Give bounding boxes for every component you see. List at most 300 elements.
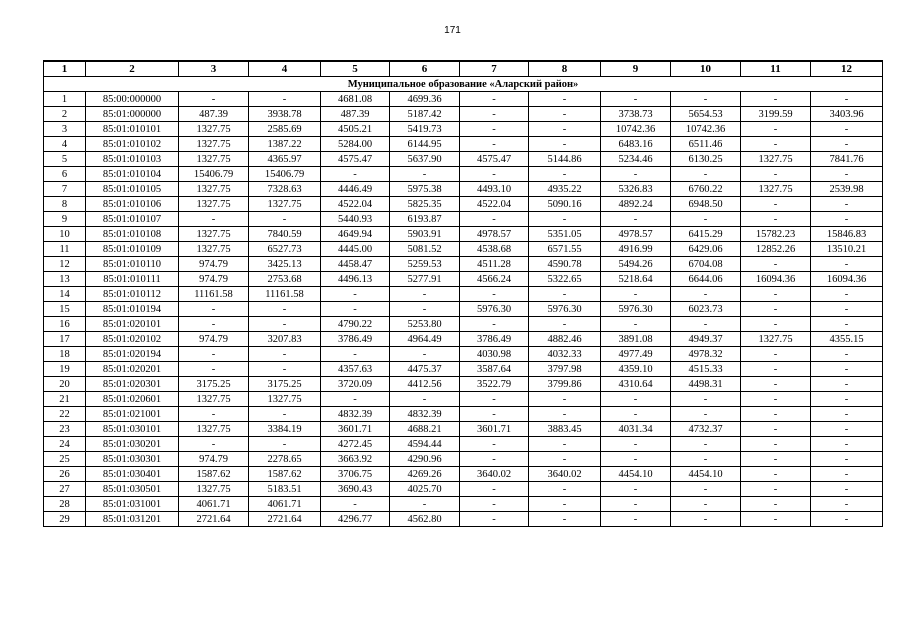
table-row [44, 422, 883, 437]
table-cell: 3601.71 [321, 422, 390, 437]
table-cell: - [741, 347, 811, 362]
table-cell: 24 [44, 437, 86, 452]
table-cell: - [460, 437, 529, 452]
table-cell: 5976.30 [460, 302, 529, 317]
table-cell: - [741, 302, 811, 317]
table-cell: 4269.26 [390, 467, 460, 482]
table-cell: - [249, 92, 321, 107]
table-cell: 17 [44, 332, 86, 347]
table-cell: 5187.42 [390, 107, 460, 122]
table-cell: - [671, 167, 741, 182]
table-cell: - [249, 347, 321, 362]
table-cell: 4359.10 [601, 362, 671, 377]
table-cell: 6193.87 [390, 212, 460, 227]
table-cell: 12 [44, 257, 86, 272]
table-cell: 1327.75 [179, 137, 249, 152]
table-cell: 974.79 [179, 257, 249, 272]
table-cell: - [811, 287, 883, 302]
table-cell: - [811, 362, 883, 377]
table-cell: 6 [44, 167, 86, 182]
table-cell: 5494.26 [601, 257, 671, 272]
table-cell: - [460, 122, 529, 137]
table-header [44, 61, 883, 77]
table-cell: - [811, 497, 883, 512]
table-cell: 5637.90 [390, 152, 460, 167]
table-cell: - [671, 212, 741, 227]
table-cell: 85:01:030201 [86, 437, 179, 452]
table-cell: 1327.75 [249, 197, 321, 212]
column-header-2: 2 [86, 61, 179, 77]
table-cell: - [741, 437, 811, 452]
table-cell: 4566.24 [460, 272, 529, 287]
table-row [44, 497, 883, 512]
table-cell: 3207.83 [249, 332, 321, 347]
table-cell: 1587.62 [249, 467, 321, 482]
table-row [44, 512, 883, 527]
table-cell: 4493.10 [460, 182, 529, 197]
table-cell: 85:01:030301 [86, 452, 179, 467]
table-cell: 4681.08 [321, 92, 390, 107]
table-cell: 6023.73 [671, 302, 741, 317]
table-cell: 85:01:020194 [86, 347, 179, 362]
table-cell: 2585.69 [249, 122, 321, 137]
table-cell: - [321, 347, 390, 362]
table-cell: 7840.59 [249, 227, 321, 242]
table-cell: 3640.02 [529, 467, 601, 482]
table-cell: 487.39 [179, 107, 249, 122]
table-cell: 4505.21 [321, 122, 390, 137]
table-cell: 4522.04 [460, 197, 529, 212]
table-cell: 5976.30 [601, 302, 671, 317]
table-cell: - [741, 497, 811, 512]
table-cell: 5825.35 [390, 197, 460, 212]
table-cell: - [460, 317, 529, 332]
table-cell: 85:01:030501 [86, 482, 179, 497]
table-cell: - [671, 452, 741, 467]
table-cell: 85:00:000000 [86, 92, 179, 107]
table-cell: 18 [44, 347, 86, 362]
table-cell: - [321, 167, 390, 182]
table-cell: 4575.47 [321, 152, 390, 167]
table-cell: - [741, 287, 811, 302]
table-cell: 85:01:010102 [86, 137, 179, 152]
table-cell: 1327.75 [179, 482, 249, 497]
table-cell: 16094.36 [811, 272, 883, 287]
table-cell: - [460, 107, 529, 122]
table-row [44, 437, 883, 452]
table-cell: - [460, 452, 529, 467]
table-cell: 1327.75 [179, 122, 249, 137]
table-cell: - [601, 92, 671, 107]
table-cell: 15 [44, 302, 86, 317]
table-cell: 3587.64 [460, 362, 529, 377]
table-cell: 85:01:031001 [86, 497, 179, 512]
table-cell: 4357.63 [321, 362, 390, 377]
table-cell: - [179, 362, 249, 377]
table-cell: - [811, 212, 883, 227]
column-header-8: 8 [529, 61, 601, 77]
table-cell: 85:01:010107 [86, 212, 179, 227]
table-cell: 4832.39 [390, 407, 460, 422]
table-row [44, 392, 883, 407]
table-cell: 85:01:030401 [86, 467, 179, 482]
table-cell: 25 [44, 452, 86, 467]
column-header-11: 11 [741, 61, 811, 77]
table-cell: - [811, 167, 883, 182]
table-cell: - [460, 137, 529, 152]
table-cell: - [741, 452, 811, 467]
table-cell: 487.39 [321, 107, 390, 122]
table-cell: 85:01:010104 [86, 167, 179, 182]
table-cell: 85:01:020201 [86, 362, 179, 377]
table-cell: 16 [44, 317, 86, 332]
table-cell: 10 [44, 227, 86, 242]
table-row [44, 332, 883, 347]
table-cell: 6130.25 [671, 152, 741, 167]
table-row [44, 467, 883, 482]
table-cell: - [529, 452, 601, 467]
table-cell: - [529, 212, 601, 227]
table-cell: - [460, 392, 529, 407]
table-cell: - [179, 407, 249, 422]
table-cell: - [460, 407, 529, 422]
table-cell: - [179, 437, 249, 452]
table-cell: - [601, 392, 671, 407]
table-cell: 1387.22 [249, 137, 321, 152]
table-cell: 6760.22 [671, 182, 741, 197]
table-cell: 3663.92 [321, 452, 390, 467]
table-cell: 3 [44, 122, 86, 137]
table-row [44, 272, 883, 287]
table-cell: 4964.49 [390, 332, 460, 347]
table-cell: 4977.49 [601, 347, 671, 362]
table-cell: 5440.93 [321, 212, 390, 227]
table-cell: 4030.98 [460, 347, 529, 362]
table-cell: 85:01:020301 [86, 377, 179, 392]
table-cell: - [741, 377, 811, 392]
table-cell: 3799.86 [529, 377, 601, 392]
table-cell: - [529, 497, 601, 512]
table-cell: 3891.08 [601, 332, 671, 347]
table-cell: - [249, 317, 321, 332]
table-cell: - [460, 92, 529, 107]
table-cell: - [741, 167, 811, 182]
table-cell: 1327.75 [741, 182, 811, 197]
table-row [44, 362, 883, 377]
table-cell: - [741, 512, 811, 527]
table-cell: 5351.05 [529, 227, 601, 242]
table-cell: 21 [44, 392, 86, 407]
table-cell: - [671, 437, 741, 452]
table-cell: 6415.29 [671, 227, 741, 242]
table-cell: 1327.75 [179, 182, 249, 197]
table-cell: - [741, 482, 811, 497]
table-cell: 5284.00 [321, 137, 390, 152]
table-cell: 4061.71 [249, 497, 321, 512]
table-cell: 4649.94 [321, 227, 390, 242]
table-cell: 4296.77 [321, 512, 390, 527]
table-cell: 11161.58 [249, 287, 321, 302]
table-row [44, 302, 883, 317]
table-cell: 3690.43 [321, 482, 390, 497]
table-cell: - [390, 302, 460, 317]
table-cell: 1327.75 [741, 152, 811, 167]
table-cell: 13 [44, 272, 86, 287]
table-cell: 3640.02 [460, 467, 529, 482]
table-cell: 5976.30 [529, 302, 601, 317]
table-cell: 3175.25 [249, 377, 321, 392]
table-row [44, 182, 883, 197]
table-cell: 27 [44, 482, 86, 497]
table-row [44, 167, 883, 182]
table-cell: 4446.49 [321, 182, 390, 197]
table-cell: - [601, 497, 671, 512]
column-header-1: 1 [44, 61, 86, 77]
table-cell: - [529, 407, 601, 422]
table-row [44, 482, 883, 497]
table-cell: 13510.21 [811, 242, 883, 257]
table-cell: 6511.46 [671, 137, 741, 152]
table-cell: 4412.56 [390, 377, 460, 392]
table-cell: 23 [44, 422, 86, 437]
table-cell: 1327.75 [179, 392, 249, 407]
table-cell: 3601.71 [460, 422, 529, 437]
table-cell: 4916.99 [601, 242, 671, 257]
table-cell: 4522.04 [321, 197, 390, 212]
table-cell: 7 [44, 182, 86, 197]
table-cell: 4538.68 [460, 242, 529, 257]
table-cell: 15782.23 [741, 227, 811, 242]
table-cell: 85:01:031201 [86, 512, 179, 527]
table-cell: 2539.98 [811, 182, 883, 197]
table-cell: 5218.64 [601, 272, 671, 287]
table-row [44, 377, 883, 392]
column-header-6: 6 [390, 61, 460, 77]
table-cell: - [741, 467, 811, 482]
table-cell: - [741, 137, 811, 152]
table-cell: 2753.68 [249, 272, 321, 287]
table-cell: 4882.46 [529, 332, 601, 347]
table-cell: 974.79 [179, 452, 249, 467]
table-row [44, 152, 883, 167]
table-cell: - [249, 362, 321, 377]
table-cell: 5259.53 [390, 257, 460, 272]
table-cell: 4511.28 [460, 257, 529, 272]
table-cell: - [601, 212, 671, 227]
table-cell: 2 [44, 107, 86, 122]
table-cell: - [741, 212, 811, 227]
table-cell: 3738.73 [601, 107, 671, 122]
table-cell: 6483.16 [601, 137, 671, 152]
table-cell: - [249, 302, 321, 317]
table-cell: 5234.46 [601, 152, 671, 167]
table-cell: 6644.06 [671, 272, 741, 287]
table-row [44, 347, 883, 362]
table-cell: - [460, 212, 529, 227]
table-cell: - [601, 167, 671, 182]
table-cell: 4310.64 [601, 377, 671, 392]
data-table [43, 60, 883, 527]
table-cell: - [390, 347, 460, 362]
table-cell: 5975.38 [390, 182, 460, 197]
table-cell: 4272.45 [321, 437, 390, 452]
table-cell: 4562.80 [390, 512, 460, 527]
table-cell: 85:01:030101 [86, 422, 179, 437]
table-cell: 2721.64 [179, 512, 249, 527]
table-cell: - [529, 92, 601, 107]
table-row [44, 122, 883, 137]
table-cell: - [671, 407, 741, 422]
table-cell: - [529, 392, 601, 407]
table-cell: - [811, 512, 883, 527]
table-cell: 85:01:010101 [86, 122, 179, 137]
table-cell: 4978.32 [671, 347, 741, 362]
table-row [44, 92, 883, 107]
table-cell: - [460, 287, 529, 302]
column-header-10: 10 [671, 61, 741, 77]
table-cell: - [390, 497, 460, 512]
table-cell: - [811, 122, 883, 137]
table-cell: - [390, 287, 460, 302]
table-cell: - [811, 467, 883, 482]
table-cell: 4575.47 [460, 152, 529, 167]
table-cell: - [811, 407, 883, 422]
table-cell: 5253.80 [390, 317, 460, 332]
table-row [44, 287, 883, 302]
table-cell: 29 [44, 512, 86, 527]
table-cell: - [671, 317, 741, 332]
section-row [44, 77, 883, 92]
table-cell: 3522.79 [460, 377, 529, 392]
table-cell: 28 [44, 497, 86, 512]
table-cell: - [811, 347, 883, 362]
table-cell: 85:01:010112 [86, 287, 179, 302]
table-cell: 4498.31 [671, 377, 741, 392]
table-cell: - [811, 452, 883, 467]
table-cell: 4732.37 [671, 422, 741, 437]
table-cell: - [811, 437, 883, 452]
table-cell: 7328.63 [249, 182, 321, 197]
table-cell: - [321, 287, 390, 302]
table-cell: 6571.55 [529, 242, 601, 257]
table-cell: 22 [44, 407, 86, 422]
table-cell: 4832.39 [321, 407, 390, 422]
column-header-5: 5 [321, 61, 390, 77]
table-cell: - [811, 197, 883, 212]
table-cell: 974.79 [179, 272, 249, 287]
table-cell: 5419.73 [390, 122, 460, 137]
table-row [44, 257, 883, 272]
column-header-7: 7 [460, 61, 529, 77]
table-cell: - [460, 482, 529, 497]
table-cell: 3786.49 [460, 332, 529, 347]
table-cell: - [671, 512, 741, 527]
table-cell: - [741, 407, 811, 422]
table-cell: - [529, 512, 601, 527]
table-cell: - [179, 212, 249, 227]
table-cell: - [811, 482, 883, 497]
table-row [44, 242, 883, 257]
table-cell: 85:01:010110 [86, 257, 179, 272]
table-cell: - [321, 302, 390, 317]
column-header-3: 3 [179, 61, 249, 77]
table-cell: - [390, 392, 460, 407]
table-cell: - [811, 92, 883, 107]
table-cell: - [179, 92, 249, 107]
table-cell: - [601, 482, 671, 497]
table-cell: - [529, 287, 601, 302]
table-cell: 4978.57 [601, 227, 671, 242]
table-cell: 5 [44, 152, 86, 167]
table-row [44, 227, 883, 242]
table-cell: 3403.96 [811, 107, 883, 122]
table-cell: 4515.33 [671, 362, 741, 377]
table-cell: 4496.13 [321, 272, 390, 287]
table-cell: 5322.65 [529, 272, 601, 287]
table-cell: - [601, 452, 671, 467]
table-cell: 16094.36 [741, 272, 811, 287]
table-cell: 1327.75 [179, 422, 249, 437]
table-cell: 1587.62 [179, 467, 249, 482]
table-cell: 3786.49 [321, 332, 390, 347]
table-cell: 5903.91 [390, 227, 460, 242]
table-cell: - [811, 317, 883, 332]
table-cell: - [601, 317, 671, 332]
table-cell: - [741, 257, 811, 272]
table-cell: 9 [44, 212, 86, 227]
table-cell: 4688.21 [390, 422, 460, 437]
table-cell: 85:01:010111 [86, 272, 179, 287]
table-cell: 4458.47 [321, 257, 390, 272]
page-number: 171 [444, 25, 461, 36]
table-cell: 3384.19 [249, 422, 321, 437]
table-cell: 5081.52 [390, 242, 460, 257]
table-cell: - [601, 437, 671, 452]
table-cell: 4025.70 [390, 482, 460, 497]
table-row [44, 137, 883, 152]
table-cell: 4699.36 [390, 92, 460, 107]
table-cell: 26 [44, 467, 86, 482]
table-cell: - [390, 167, 460, 182]
table-row [44, 212, 883, 227]
table-cell: 19 [44, 362, 86, 377]
table-row [44, 197, 883, 212]
table-cell: 3175.25 [179, 377, 249, 392]
table-row [44, 107, 883, 122]
table-cell: - [811, 302, 883, 317]
table-cell: 4892.24 [601, 197, 671, 212]
table-cell: 15406.79 [249, 167, 321, 182]
table-cell: - [741, 122, 811, 137]
table-cell: 14 [44, 287, 86, 302]
table-cell: - [179, 317, 249, 332]
table-cell: 85:01:020101 [86, 317, 179, 332]
table-cell: 4290.96 [390, 452, 460, 467]
table-cell: 85:01:010106 [86, 197, 179, 212]
table-cell: 3199.59 [741, 107, 811, 122]
table-cell: 1327.75 [179, 197, 249, 212]
table-cell: - [811, 257, 883, 272]
table-cell: 4454.10 [601, 467, 671, 482]
table-cell: - [671, 92, 741, 107]
table-cell: 1327.75 [179, 242, 249, 257]
table-row [44, 407, 883, 422]
table-cell: 1327.75 [249, 392, 321, 407]
table-cell: 4031.34 [601, 422, 671, 437]
table-cell: 4475.37 [390, 362, 460, 377]
table-cell: - [671, 287, 741, 302]
table-cell: 3706.75 [321, 467, 390, 482]
